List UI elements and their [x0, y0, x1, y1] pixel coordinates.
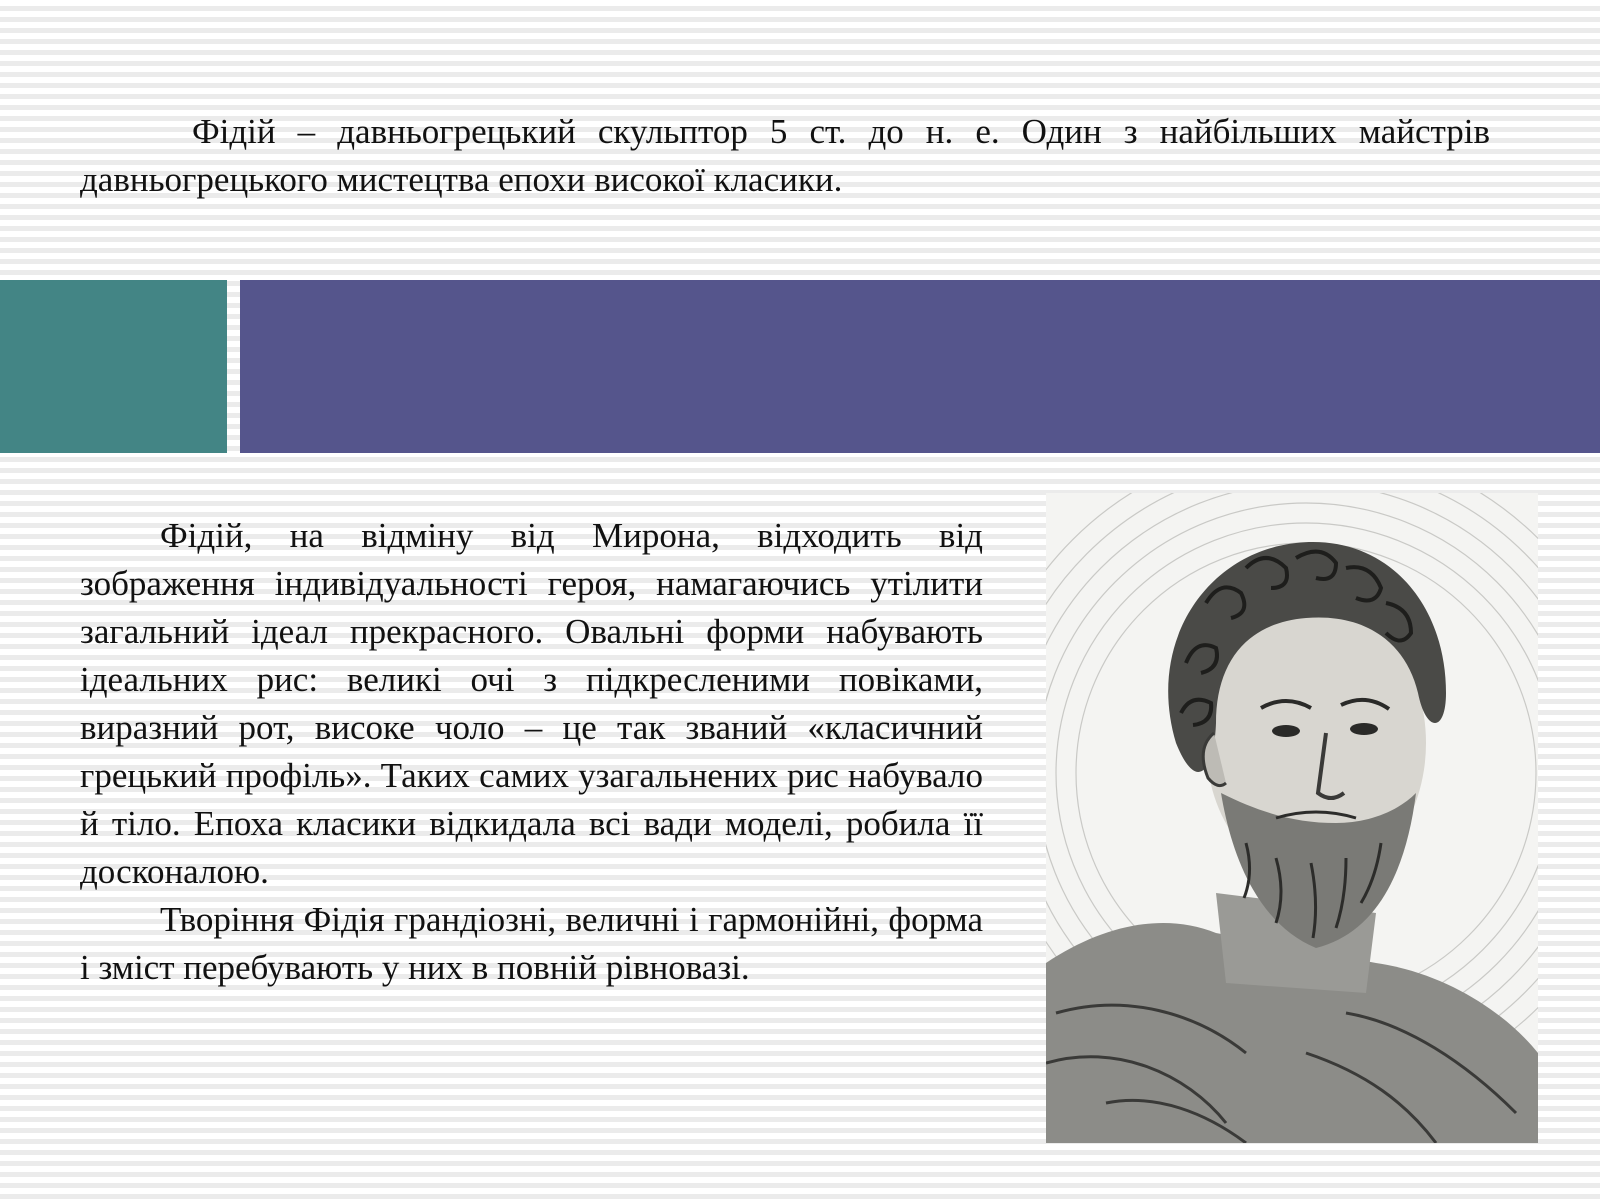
body-paragraph: Фідій, на відміну від Мирона, відходить від зображення індивідуальності героя, намагаючись утілити загальний ідеал прекрасного. Овальні форми набувають ідеальних рис: великі очі з підкресленими повіками, виразний рот, високе чоло – це так званий «класичний грецький профіль». Таких самих узагальнених рис набувало й тіло. Епоха класики відкидала всі вади моделі, робила її досконалою. — [80, 516, 983, 891]
decorative-band-indigo — [240, 280, 1600, 453]
decorative-band-teal — [0, 280, 227, 453]
body-paragraph: Творіння Фідія грандіозні, величні і гармонійні, форма і зміст перебувають у них в повній рівновазі. — [80, 900, 983, 987]
portrait-engraving — [1046, 493, 1538, 1143]
body-text — [80, 512, 983, 992]
intro-text: Фідій – давньогрецький скульптор 5 ст. до н. е. Один з найбільших майстрів давньогрецького мистецтва епохи високої класики. — [80, 112, 1490, 199]
portrait-image — [1046, 493, 1538, 1143]
